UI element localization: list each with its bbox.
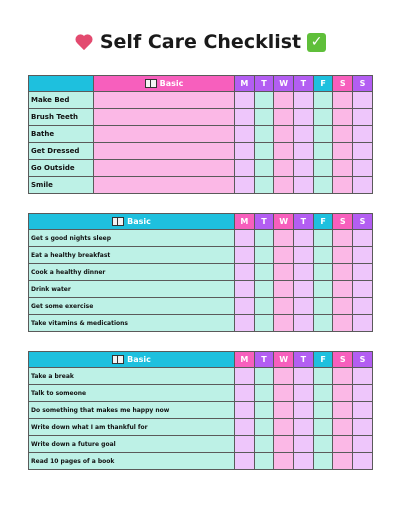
day-checkbox[interactable] <box>274 402 294 419</box>
task-row <box>29 298 373 315</box>
day-checkbox[interactable] <box>274 436 294 453</box>
day-checkbox[interactable] <box>235 247 255 264</box>
day-checkbox[interactable] <box>294 385 314 402</box>
day-checkbox[interactable] <box>235 230 255 247</box>
day-checkbox[interactable] <box>313 298 333 315</box>
day-checkbox[interactable] <box>313 402 333 419</box>
notes-cell[interactable] <box>94 126 235 143</box>
day-checkbox[interactable] <box>254 402 274 419</box>
notes-cell[interactable] <box>94 92 235 109</box>
day-header: S <box>333 352 353 368</box>
day-checkbox[interactable] <box>235 298 255 315</box>
day-checkbox[interactable] <box>353 126 373 143</box>
day-checkbox[interactable] <box>274 109 294 126</box>
day-checkbox[interactable] <box>274 92 294 109</box>
day-checkbox[interactable] <box>294 436 314 453</box>
day-checkbox[interactable] <box>235 126 255 143</box>
book-icon <box>112 355 124 364</box>
task-row <box>29 281 373 298</box>
day-checkbox[interactable] <box>254 230 274 247</box>
day-checkbox[interactable] <box>353 436 373 453</box>
category-label: Basic <box>159 79 184 88</box>
checklist-table-1 <box>28 75 373 194</box>
notes-cell[interactable] <box>94 143 235 160</box>
task-label: Get some exercise <box>29 298 235 315</box>
day-header: S <box>353 352 373 368</box>
day-checkbox[interactable] <box>294 230 314 247</box>
checklist-table-3 <box>28 351 373 470</box>
day-checkbox[interactable] <box>235 264 255 281</box>
heart-icon <box>74 33 94 51</box>
day-checkbox[interactable] <box>313 281 333 298</box>
day-checkbox[interactable] <box>235 281 255 298</box>
day-checkbox[interactable] <box>313 92 333 109</box>
day-checkbox[interactable] <box>254 92 274 109</box>
day-checkbox[interactable] <box>333 230 353 247</box>
day-header: T <box>254 352 274 368</box>
day-checkbox[interactable] <box>353 385 373 402</box>
task-row <box>29 247 373 264</box>
task-label: Brush Teeth <box>29 109 94 126</box>
day-checkbox[interactable] <box>333 315 353 332</box>
day-header: W <box>274 352 294 368</box>
day-checkbox[interactable] <box>294 143 314 160</box>
task-row <box>29 436 373 453</box>
day-checkbox[interactable] <box>313 315 333 332</box>
day-header: F <box>313 214 333 230</box>
task-label: Eat a healthy breakfast <box>29 247 235 264</box>
day-checkbox[interactable] <box>254 436 274 453</box>
day-checkbox[interactable] <box>254 298 274 315</box>
day-checkbox[interactable] <box>274 385 294 402</box>
task-label: Cook a healthy dinner <box>29 264 235 281</box>
day-checkbox[interactable] <box>333 177 353 194</box>
day-checkbox[interactable] <box>294 264 314 281</box>
day-header: F <box>313 352 333 368</box>
day-checkbox[interactable] <box>294 281 314 298</box>
day-checkbox[interactable] <box>294 368 314 385</box>
task-label: Take vitamins & medications <box>29 315 235 332</box>
day-checkbox[interactable] <box>254 419 274 436</box>
day-checkbox[interactable] <box>294 315 314 332</box>
day-checkbox[interactable] <box>254 315 274 332</box>
day-checkbox[interactable] <box>235 436 255 453</box>
day-checkbox[interactable] <box>274 298 294 315</box>
day-header: M <box>235 352 255 368</box>
task-row <box>29 368 373 385</box>
day-checkbox[interactable] <box>313 385 333 402</box>
day-checkbox[interactable] <box>353 92 373 109</box>
day-checkbox[interactable] <box>254 247 274 264</box>
day-checkbox[interactable] <box>353 419 373 436</box>
task-label: Read 10 pages of a book <box>29 453 235 470</box>
day-checkbox[interactable] <box>313 177 333 194</box>
day-header: T <box>294 76 314 92</box>
day-checkbox[interactable] <box>333 126 353 143</box>
task-label: Make Bed <box>29 92 94 109</box>
task-label: Get Dressed <box>29 143 94 160</box>
category-label: Basic <box>127 217 151 226</box>
day-header: S <box>333 76 353 92</box>
day-checkbox[interactable] <box>235 143 255 160</box>
task-label: Do something that makes me happy now <box>29 402 235 419</box>
day-checkbox[interactable] <box>333 368 353 385</box>
day-checkbox[interactable] <box>254 453 274 470</box>
task-row <box>29 385 373 402</box>
day-checkbox[interactable] <box>254 264 274 281</box>
notes-cell[interactable] <box>94 160 235 177</box>
book-icon <box>112 217 124 226</box>
task-label: Write down a future goal <box>29 436 235 453</box>
day-checkbox[interactable] <box>235 177 255 194</box>
day-header: T <box>294 352 314 368</box>
task-label: Bathe <box>29 126 94 143</box>
category-header <box>29 352 235 368</box>
day-checkbox[interactable] <box>254 281 274 298</box>
day-checkbox[interactable] <box>294 160 314 177</box>
day-checkbox[interactable] <box>353 160 373 177</box>
day-checkbox[interactable] <box>294 298 314 315</box>
task-label: Get s good nights sleep <box>29 230 235 247</box>
task-row <box>29 143 373 160</box>
day-checkbox[interactable] <box>333 92 353 109</box>
day-checkbox[interactable] <box>274 315 294 332</box>
task-row <box>29 230 373 247</box>
day-checkbox[interactable] <box>235 385 255 402</box>
task-row <box>29 177 373 194</box>
day-checkbox[interactable] <box>254 385 274 402</box>
page-title: Self Care Checklist <box>99 31 302 53</box>
day-checkbox[interactable] <box>274 160 294 177</box>
table-header-row <box>29 214 373 230</box>
day-checkbox[interactable] <box>353 177 373 194</box>
day-checkbox[interactable] <box>294 177 314 194</box>
day-checkbox[interactable] <box>353 264 373 281</box>
task-label: Drink water <box>29 281 235 298</box>
day-checkbox[interactable] <box>333 385 353 402</box>
checklist-table-2 <box>28 213 373 332</box>
day-checkbox[interactable] <box>333 143 353 160</box>
day-checkbox[interactable] <box>254 143 274 160</box>
day-checkbox[interactable] <box>235 368 255 385</box>
day-checkbox[interactable] <box>353 281 373 298</box>
day-checkbox[interactable] <box>313 230 333 247</box>
day-checkbox[interactable] <box>333 402 353 419</box>
day-checkbox[interactable] <box>235 160 255 177</box>
day-header: W <box>274 214 294 230</box>
day-checkbox[interactable] <box>313 247 333 264</box>
day-checkbox[interactable] <box>274 453 294 470</box>
day-checkbox[interactable] <box>353 230 373 247</box>
day-header: S <box>353 214 373 230</box>
day-checkbox[interactable] <box>294 453 314 470</box>
day-checkbox[interactable] <box>353 247 373 264</box>
day-checkbox[interactable] <box>274 368 294 385</box>
day-checkbox[interactable] <box>294 92 314 109</box>
day-header: M <box>235 76 255 92</box>
category-header <box>94 76 235 92</box>
day-checkbox[interactable] <box>274 177 294 194</box>
day-checkbox[interactable] <box>274 247 294 264</box>
check-mark-icon: ✓ <box>307 33 326 52</box>
day-checkbox[interactable] <box>353 402 373 419</box>
day-header: S <box>333 214 353 230</box>
day-checkbox[interactable] <box>353 315 373 332</box>
day-checkbox[interactable] <box>353 298 373 315</box>
day-checkbox[interactable] <box>313 368 333 385</box>
task-row <box>29 453 373 470</box>
day-checkbox[interactable] <box>254 368 274 385</box>
page-title-row <box>0 31 400 53</box>
day-checkbox[interactable] <box>313 160 333 177</box>
day-checkbox[interactable] <box>254 177 274 194</box>
day-checkbox[interactable] <box>294 419 314 436</box>
day-header: T <box>254 76 274 92</box>
day-checkbox[interactable] <box>235 453 255 470</box>
day-checkbox[interactable] <box>235 109 255 126</box>
day-checkbox[interactable] <box>333 109 353 126</box>
table-header-row <box>29 352 373 368</box>
day-checkbox[interactable] <box>353 109 373 126</box>
day-checkbox[interactable] <box>254 160 274 177</box>
day-checkbox[interactable] <box>235 315 255 332</box>
notes-cell[interactable] <box>94 177 235 194</box>
day-checkbox[interactable] <box>333 298 353 315</box>
category-header <box>29 214 235 230</box>
day-checkbox[interactable] <box>294 126 314 143</box>
day-checkbox[interactable] <box>235 92 255 109</box>
day-checkbox[interactable] <box>313 436 333 453</box>
day-header: M <box>235 214 255 230</box>
day-checkbox[interactable] <box>313 453 333 470</box>
task-row <box>29 402 373 419</box>
day-checkbox[interactable] <box>274 419 294 436</box>
day-checkbox[interactable] <box>353 453 373 470</box>
day-checkbox[interactable] <box>313 126 333 143</box>
day-checkbox[interactable] <box>313 419 333 436</box>
book-icon <box>145 79 157 88</box>
day-checkbox[interactable] <box>294 109 314 126</box>
category-label: Basic <box>127 355 151 364</box>
task-row <box>29 419 373 436</box>
task-label: Talk to someone <box>29 385 235 402</box>
day-checkbox[interactable] <box>254 126 274 143</box>
task-label: Write down what I am thankful for <box>29 419 235 436</box>
task-label: Take a break <box>29 368 235 385</box>
task-row <box>29 160 373 177</box>
day-checkbox[interactable] <box>313 109 333 126</box>
day-checkbox[interactable] <box>254 109 274 126</box>
task-label: Smile <box>29 177 94 194</box>
day-header: T <box>254 214 274 230</box>
day-checkbox[interactable] <box>274 281 294 298</box>
task-label: Go Outside <box>29 160 94 177</box>
day-checkbox[interactable] <box>274 143 294 160</box>
day-checkbox[interactable] <box>333 453 353 470</box>
task-row <box>29 264 373 281</box>
day-checkbox[interactable] <box>313 143 333 160</box>
task-row <box>29 109 373 126</box>
day-checkbox[interactable] <box>274 264 294 281</box>
day-checkbox[interactable] <box>333 419 353 436</box>
day-checkbox[interactable] <box>353 368 373 385</box>
task-row <box>29 126 373 143</box>
task-row <box>29 315 373 332</box>
day-checkbox[interactable] <box>235 419 255 436</box>
day-checkbox[interactable] <box>333 436 353 453</box>
day-checkbox[interactable] <box>333 160 353 177</box>
task-row <box>29 92 373 109</box>
day-checkbox[interactable] <box>274 126 294 143</box>
table-header-row <box>29 76 373 92</box>
day-header: F <box>313 76 333 92</box>
day-checkbox[interactable] <box>333 281 353 298</box>
day-header: S <box>353 76 373 92</box>
notes-cell[interactable] <box>94 109 235 126</box>
day-checkbox[interactable] <box>313 264 333 281</box>
day-checkbox[interactable] <box>333 247 353 264</box>
header-blank-cell <box>29 76 94 92</box>
day-checkbox[interactable] <box>235 402 255 419</box>
day-checkbox[interactable] <box>294 247 314 264</box>
day-checkbox[interactable] <box>294 402 314 419</box>
day-checkbox[interactable] <box>333 264 353 281</box>
day-header: T <box>294 214 314 230</box>
day-checkbox[interactable] <box>274 230 294 247</box>
day-checkbox[interactable] <box>353 143 373 160</box>
day-header: W <box>274 76 294 92</box>
